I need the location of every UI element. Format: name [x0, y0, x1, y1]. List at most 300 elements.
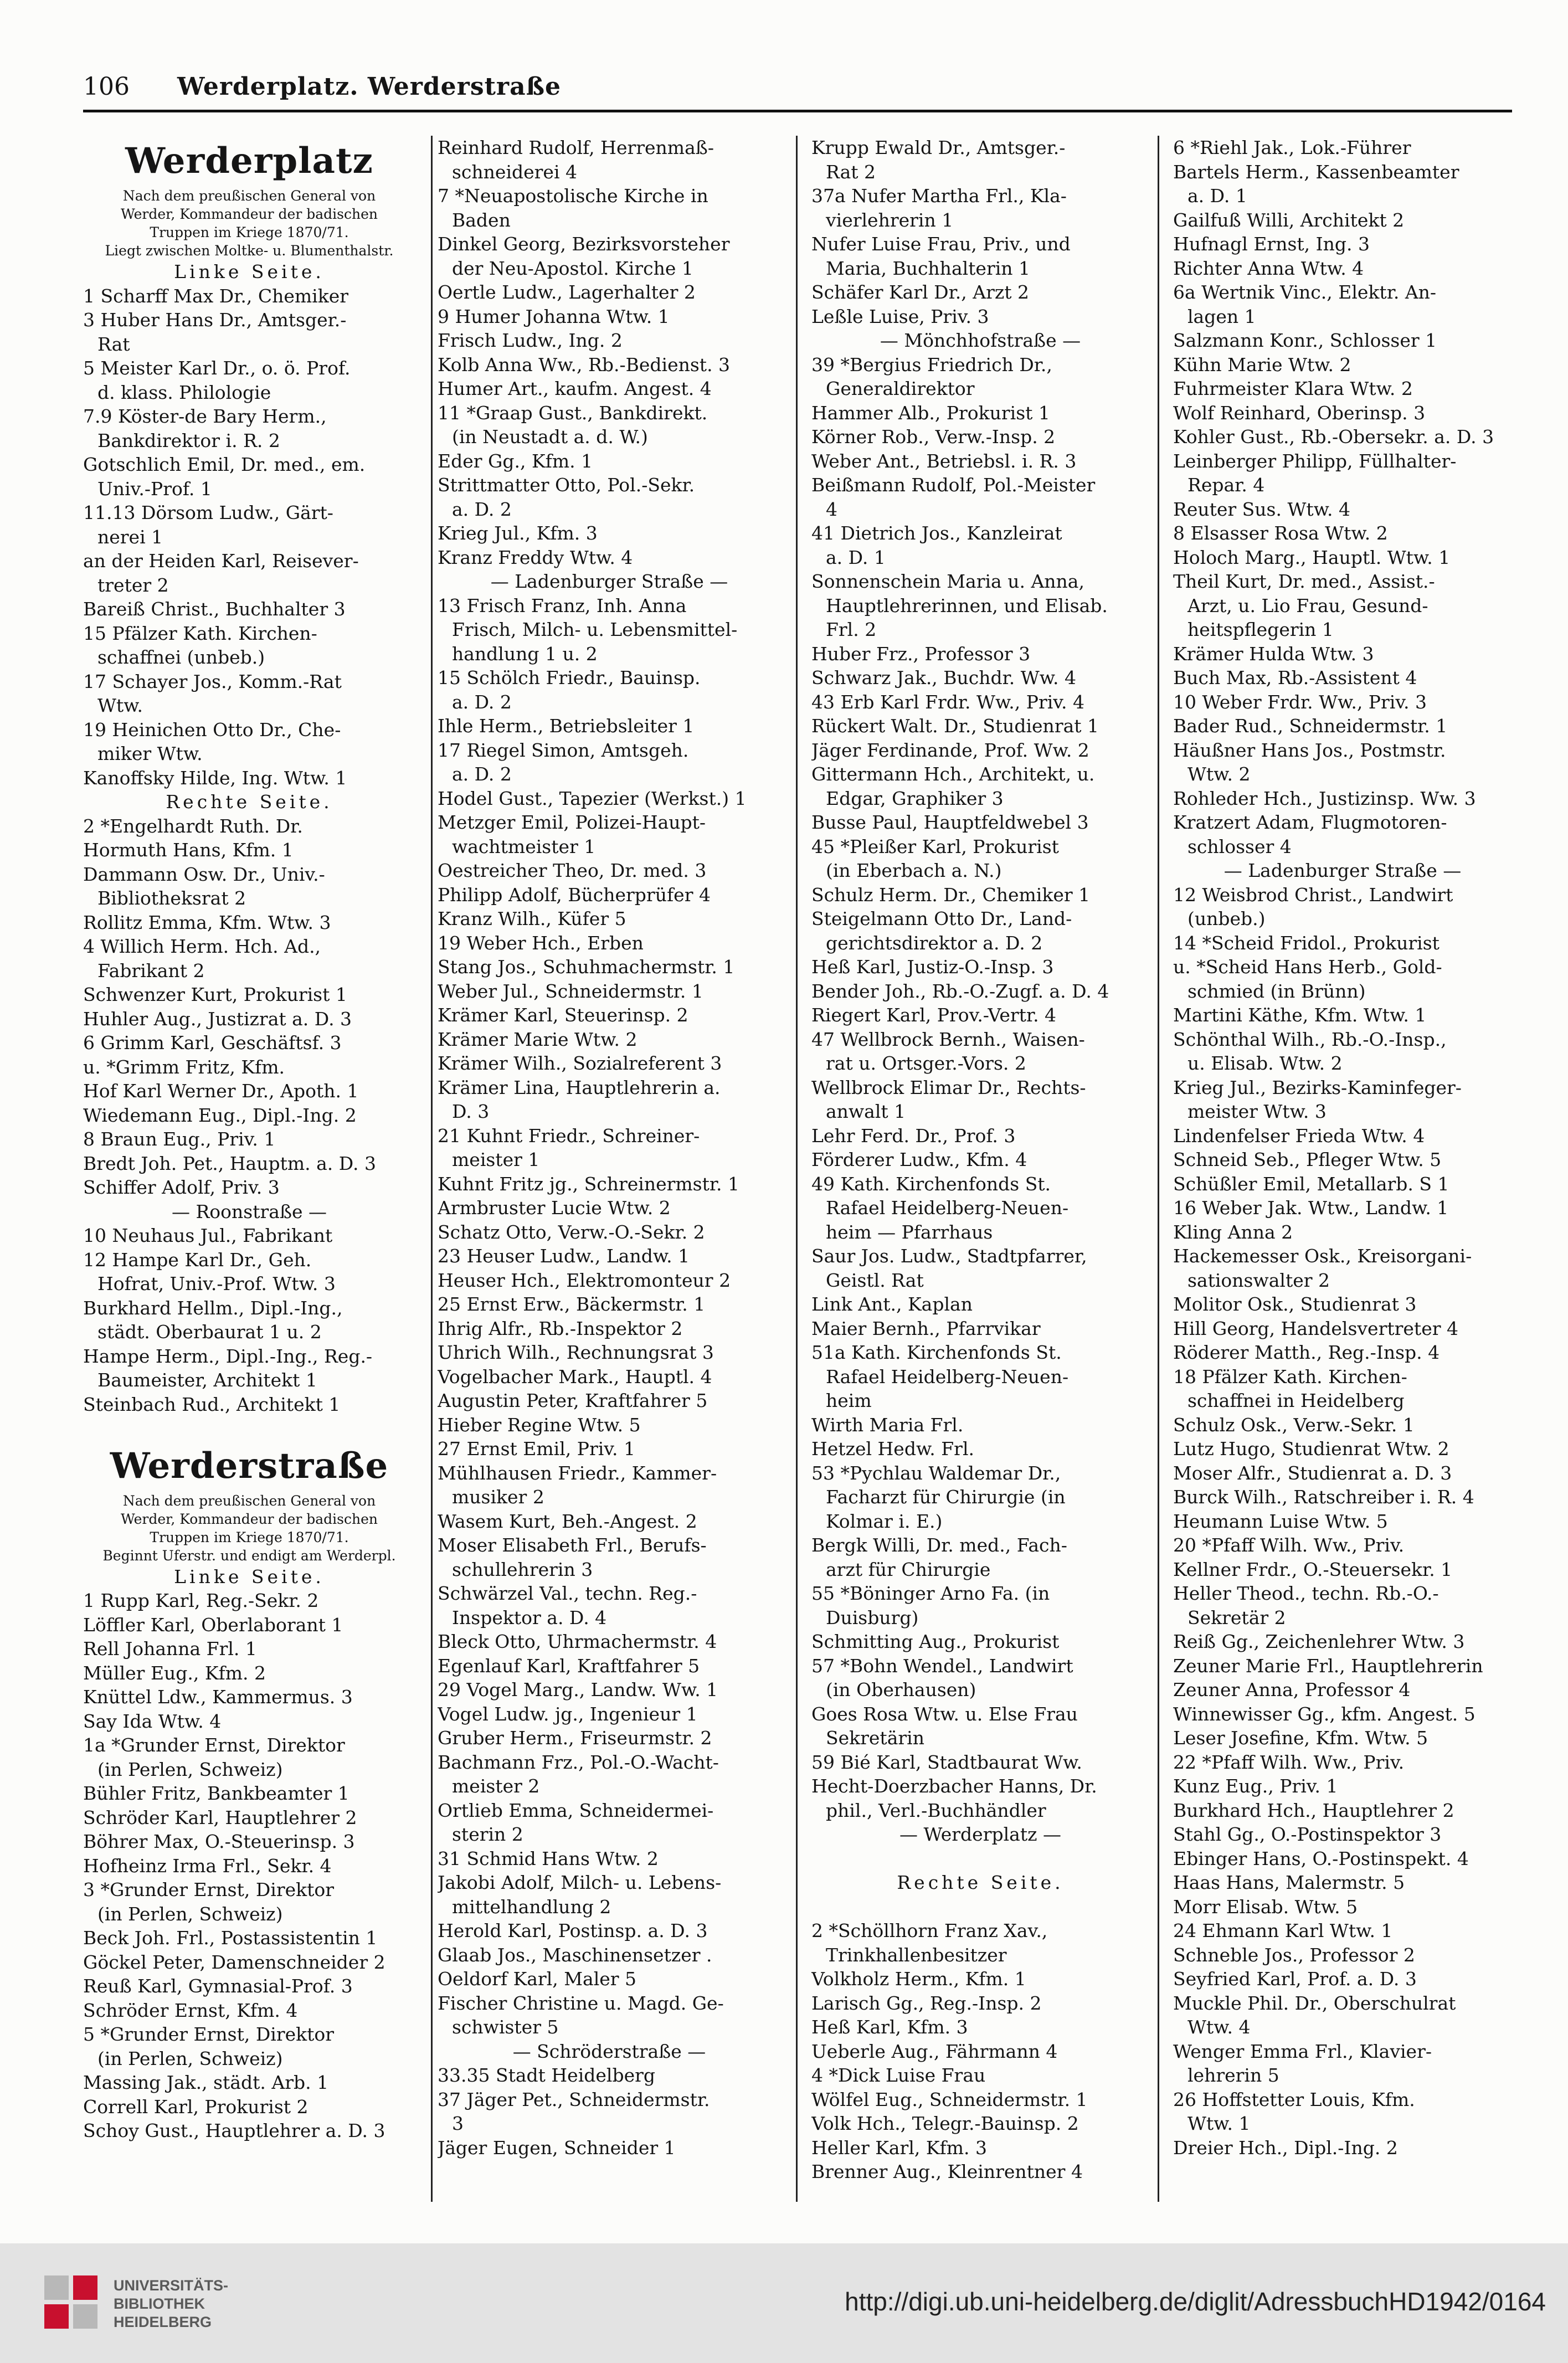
directory-entry-line: gerichtsdirektor a. D. 2 [826, 932, 1043, 954]
directory-entry-line: Schäfer Karl Dr., Arzt 2 [811, 281, 1029, 303]
directory-entry-line: Beißmann Rudolf, Pol.-Meister [811, 474, 1096, 496]
directory-entry-line: Sekretärin [826, 1727, 924, 1749]
directory-entry-line: Wirth Maria Frl. [811, 1414, 964, 1436]
directory-entry-line: phil., Verl.-Buchhändler [826, 1799, 1046, 1821]
directory-entry-line: Link Ant., Kaplan [811, 1293, 973, 1315]
directory-entry-line: 8 Braun Eug., Priv. 1 [83, 1128, 276, 1150]
directory-entry-line: Wasem Kurt, Beh.-Angest. 2 [438, 1510, 697, 1532]
directory-entry-line: heim — Pfarrhaus [826, 1221, 993, 1243]
directory-entry-line: Schulz Osk., Verw.-Sekr. 1 [1173, 1414, 1415, 1436]
column-divider-2 [796, 136, 798, 2202]
street-note: Werder, Kommandeur der badischen [120, 1511, 378, 1527]
directory-entry-line: Baden [452, 209, 511, 231]
directory-entry-line: Wiedemann Eug., Dipl.-Ing. 2 [83, 1104, 357, 1126]
directory-entry-line: Sonnenschein Maria u. Anna, [811, 571, 1084, 592]
directory-entry-line: 22 *Pfaff Wilh. Ww., Priv. [1173, 1751, 1405, 1773]
directory-entry-line: Volkholz Herm., Kfm. 1 [811, 1968, 1026, 1990]
directory-entry-line: u. *Grimm Fritz, Kfm. [83, 1056, 285, 1078]
column-2 [438, 136, 781, 2202]
directory-entry-line: 43 Erb Karl Frdr. Ww., Priv. 4 [811, 691, 1084, 713]
directory-entry-line: Bader Rud., Schneidermstr. 1 [1173, 715, 1448, 737]
directory-entry-line: rat u. Ortsger.-Vors. 2 [826, 1052, 1026, 1074]
section-label: Linke Seite. [174, 261, 325, 282]
directory-entry-line: 7 *Neuapostolische Kirche in [438, 185, 708, 207]
directory-entry-line: 21 Kuhnt Friedr., Schreiner- [438, 1124, 700, 1147]
directory-entry-line: 39 *Bergius Friedrich Dr., [811, 353, 1052, 376]
directory-entry-line: Riegert Karl, Prov.-Vertr. 4 [811, 1004, 1057, 1026]
directory-entry-line: 5 *Grunder Ernst, Direktor [83, 2023, 335, 2045]
directory-entry-line: schaffnei (unbeb.) [97, 646, 265, 668]
directory-entry-line: Leser Josefine, Kfm. Wtw. 5 [1173, 1727, 1428, 1749]
directory-entry-line: Zeuner Anna, Professor 4 [1173, 1679, 1411, 1701]
directory-entry-line: Reuter Sus. Wtw. 4 [1173, 498, 1350, 520]
street-note: Beginnt Uferstr. und endigt am Werderpl. [102, 1547, 396, 1564]
directory-entry-line: schaffnei in Heidelberg [1187, 1390, 1405, 1411]
directory-entry-line: (in Eberbach a. N.) [826, 860, 1002, 881]
directory-entry-line: 15 Schölch Friedr., Bauinsp. [438, 667, 701, 689]
directory-entry-line: 11.13 Dörsom Ludw., Gärt- [83, 502, 333, 523]
directory-entry-line: Fischer Christine u. Magd. Ge- [438, 1992, 724, 2014]
directory-entry-line: musiker 2 [452, 1486, 544, 1508]
directory-entry-line: Theil Kurt, Dr. med., Assist.- [1173, 571, 1435, 592]
directory-entry-line: Hodel Gust., Tapezier (Werkst.) 1 [438, 787, 747, 809]
directory-entry-line: Ebinger Hans, O.-Postinspekt. 4 [1173, 1847, 1469, 1869]
street-note: Werder, Kommandeur der badischen [120, 206, 378, 222]
directory-entry-line: Rell Johanna Frl. 1 [83, 1638, 257, 1660]
section-label: — Schröderstraße — [512, 2040, 706, 2062]
directory-entry-line: 45 *Pleißer Karl, Prokurist [811, 835, 1059, 857]
directory-entry-line: Wellbrock Elimar Dr., Rechts- [811, 1076, 1086, 1098]
directory-entry-line: Hofrat, Univ.-Prof. Wtw. 3 [97, 1273, 336, 1294]
directory-entry-line: Nufer Luise Frau, Priv., und [811, 233, 1071, 255]
directory-entry-line: Gailfuß Willi, Architekt 2 [1173, 209, 1405, 231]
directory-entry-line: 51a Kath. Kirchenfonds St. [811, 1342, 1062, 1363]
directory-entry-line: 24 Ehmann Karl Wtw. 1 [1173, 1920, 1393, 1941]
directory-entry-line: Egenlauf Karl, Kraftfahrer 5 [438, 1655, 700, 1677]
directory-entry-line: Reuß Karl, Gymnasial-Prof. 3 [83, 1975, 353, 1997]
page-number: 106 [83, 73, 130, 101]
directory-entry-line: Hetzel Hedw. Frl. [811, 1438, 974, 1460]
directory-entry-line: 1 Scharff Max Dr., Chemiker [83, 285, 349, 307]
directory-entry-line: Buch Max, Rb.-Assistent 4 [1173, 667, 1417, 689]
directory-entry-line: sterin 2 [452, 1823, 523, 1845]
directory-entry-line: Heuser Hch., Elektromonteur 2 [438, 1269, 731, 1291]
directory-entry-line: Oestreicher Theo, Dr. med. 3 [438, 860, 707, 881]
running-header [83, 68, 1512, 106]
directory-entry-line: schwister 5 [452, 2016, 559, 2038]
directory-entry-line: Bender Joh., Rb.-O.-Zugf. a. D. 4 [811, 980, 1109, 1002]
directory-entry-line: arzt für Chirurgie [826, 1558, 991, 1580]
directory-entry-line: Burkhard Hellm., Dipl.-Ing., [83, 1297, 343, 1319]
directory-entry-line: Körner Rob., Verw.-Insp. 2 [811, 426, 1056, 448]
directory-entry-line: Winnewisser Gg., kfm. Angest. 5 [1173, 1703, 1476, 1725]
directory-entry-line: 26 Hoffstetter Louis, Kfm. [1173, 2088, 1415, 2110]
directory-entry-line: Geistl. Rat [826, 1269, 924, 1291]
directory-entry-line: Muckle Phil. Dr., Oberschulrat [1173, 1992, 1456, 2014]
directory-entry-line: Sekretär 2 [1187, 1606, 1286, 1629]
directory-entry-line: Duisburg) [826, 1606, 919, 1629]
directory-entry-line: Hof Karl Werner Dr., Apoth. 1 [83, 1080, 359, 1102]
directory-entry-line: 18 Pfälzer Kath. Kirchen- [1173, 1365, 1407, 1388]
directory-entry-line: Metzger Emil, Polizei-Haupt- [438, 811, 706, 833]
directory-entry-line: Schwarz Jak., Buchdr. Ww. 4 [811, 667, 1077, 689]
directory-entry-line: Univ.-Prof. 1 [97, 477, 212, 500]
directory-entry-line: Bergk Willi, Dr. med., Fach- [811, 1534, 1067, 1556]
directory-entry-line: Wtw. [97, 695, 143, 716]
directory-entry-line: Busse Paul, Hauptfeldwebel 3 [811, 811, 1089, 833]
directory-entry-line: 1a *Grunder Ernst, Direktor [83, 1734, 345, 1756]
directory-entry-line: Lutz Hugo, Studienrat Wtw. 2 [1173, 1438, 1449, 1460]
directory-entry-line: Brenner Aug., Kleinrentner 4 [811, 2161, 1083, 2182]
directory-entry-line: Frisch Ludw., Ing. 2 [438, 330, 623, 351]
directory-entry-line: 19 Weber Hch., Erben [438, 932, 644, 954]
directory-entry-line: Schiffer Adolf, Priv. 3 [83, 1177, 280, 1198]
directory-entry-line: 10 Weber Frdr. Ww., Priv. 3 [1173, 691, 1427, 713]
directory-entry-line: (in Perlen, Schweiz) [97, 1758, 283, 1780]
directory-entry-line: Hill Georg, Handelsvertreter 4 [1173, 1317, 1458, 1339]
directory-entry-line: Huber Frz., Professor 3 [811, 643, 1031, 665]
directory-entry-line: vierlehrerin 1 [826, 209, 954, 231]
directory-entry-line: Heller Karl, Kfm. 3 [811, 2136, 987, 2159]
directory-entry-line: Huhler Aug., Justizrat a. D. 3 [83, 1008, 352, 1030]
directory-entry-line: 16 Weber Jak. Wtw., Landw. 1 [1173, 1197, 1449, 1219]
directory-entry-line: Kratzert Adam, Flugmotoren- [1173, 811, 1447, 833]
directory-entry-line: Burkhard Hch., Hauptlehrer 2 [1173, 1799, 1454, 1821]
directory-entry-line: Rollitz Emma, Kfm. Wtw. 3 [83, 911, 331, 933]
directory-entry-line: Zeuner Marie Frl., Hauptlehrerin [1173, 1655, 1483, 1677]
section-label: — Ladenburger Straße — [1223, 860, 1462, 881]
directory-entry-line: Larisch Gg., Reg.-Insp. 2 [811, 1992, 1042, 2014]
directory-entry-line: a. D. 2 [452, 498, 512, 520]
directory-entry-line: Jakobi Adolf, Milch- u. Lebens- [438, 1872, 722, 1893]
directory-entry-line: Kühn Marie Wtw. 2 [1173, 353, 1351, 376]
directory-entry-line: Jäger Ferdinande, Prof. Ww. 2 [811, 739, 1089, 761]
directory-entry-line: Stahl Gg., O.-Postinspektor 3 [1173, 1823, 1442, 1845]
section-label: Linke Seite. [174, 1565, 325, 1588]
directory-entry-line: Mühlhausen Friedr., Kammer- [438, 1462, 717, 1484]
directory-entry-line: 17 Riegel Simon, Amtsgeh. [438, 739, 689, 761]
directory-entry-line: 29 Vogel Marg., Landw. Ww. 1 [438, 1679, 718, 1701]
directory-entry-line: Schröder Karl, Hauptlehrer 2 [83, 1806, 357, 1828]
directory-entry-line: nerei 1 [97, 526, 163, 548]
directory-entry-line: meister Wtw. 3 [1187, 1101, 1327, 1122]
directory-entry-line: Hormuth Hans, Kfm. 1 [83, 839, 294, 861]
street-note: Nach dem preußischen General von [122, 188, 376, 204]
directory-entry-line: d. klass. Philologie [97, 381, 271, 403]
directory-entry-line: 17 Schayer Jos., Komm.-Rat [83, 670, 342, 692]
directory-entry-line: Say Ida Wtw. 4 [83, 1710, 222, 1732]
directory-entry-line: schneiderei 4 [452, 161, 578, 183]
directory-entry-line: Arzt, u. Lio Frau, Gesund- [1187, 594, 1428, 617]
directory-entry-line: Baumeister, Architekt 1 [97, 1369, 317, 1391]
directory-entry-line: Hauptlehrerinnen, und Elisab. [826, 594, 1108, 617]
directory-entry-line: Morr Elisab. Wtw. 5 [1173, 1895, 1358, 1918]
directory-entry-line: Eder Gg., Kfm. 1 [438, 450, 593, 472]
directory-entry-line: Steigelmann Otto Dr., Land- [811, 908, 1072, 929]
directory-entry-line: Wolf Reinhard, Oberinsp. 3 [1173, 402, 1426, 424]
directory-entry-line: heim [826, 1390, 872, 1411]
directory-entry-line: meister 2 [452, 1775, 540, 1797]
header-rule [83, 110, 1512, 112]
section-label: — Mönchhofstraße — [880, 330, 1081, 351]
directory-entry-line: Rohleder Hch., Justizinsp. Ww. 3 [1173, 787, 1476, 809]
directory-entry-line: Inspektor a. D. 4 [452, 1606, 607, 1629]
institution-line: BIBLIOTHEK [114, 2295, 205, 2312]
directory-entry-line: Wtw. 4 [1187, 2016, 1251, 2038]
directory-entry-line: 37 Jäger Pet., Schneidermstr. [438, 2088, 710, 2110]
directory-entry-line: Leßle Luise, Priv. 3 [811, 305, 989, 327]
directory-entry-line: Wölfel Eug., Schneidermstr. 1 [811, 2088, 1088, 2110]
directory-entry-line: u. Elisab. Wtw. 2 [1187, 1052, 1343, 1074]
directory-entry-line: Generaldirektor [826, 378, 975, 399]
directory-entry-line: Steinbach Rud., Architekt 1 [83, 1393, 341, 1415]
directory-entry-line: Bartels Herm., Kassenbeamter [1173, 161, 1459, 183]
directory-entry-line: Holoch Marg., Hauptl. Wtw. 1 [1173, 546, 1451, 568]
column-divider-3 [1158, 136, 1159, 2202]
directory-entry-line: 3 Huber Hans Dr., Amtsger.- [83, 309, 347, 331]
directory-entry-line: Bareiß Christ., Buchhalter 3 [83, 598, 346, 620]
directory-entry-line: 6 *Riehl Jak., Lok.-Führer [1173, 137, 1411, 158]
directory-entry-line: Fabrikant 2 [97, 959, 205, 982]
directory-entry-line: 25 Ernst Erw., Bäckermstr. 1 [438, 1293, 706, 1315]
directory-entry-line: Ortlieb Emma, Schneidermei- [438, 1799, 714, 1821]
directory-entry-line: Hampe Herm., Dipl.-Ing., Reg.- [83, 1345, 373, 1367]
directory-entry-line: a. D. 1 [1187, 185, 1247, 207]
directory-entry-line: (in Perlen, Schweiz) [97, 1903, 283, 1925]
directory-entry-line: 4 Willich Herm. Hch. Ad., [83, 936, 321, 957]
directory-entry-line: a. D. 2 [452, 691, 512, 713]
directory-entry-line: Beck Joh. Frl., Postassistentin 1 [83, 1927, 378, 1949]
directory-entry-line: Edgar, Graphiker 3 [826, 787, 1004, 809]
directory-entry-line: Vogelbacher Mark., Hauptl. 4 [438, 1365, 712, 1388]
section-label: — Roonstraße — [171, 1200, 327, 1222]
directory-entry-line: anwalt 1 [826, 1101, 906, 1122]
directory-entry-line: 23 Heuser Ludw., Landw. 1 [438, 1245, 690, 1267]
directory-entry-line: Armbruster Lucie Wtw. 2 [438, 1197, 671, 1219]
directory-entry-line: 4 [826, 498, 837, 520]
directory-entry-line: Hecht-Doerzbacher Hanns, Dr. [811, 1775, 1097, 1797]
institution-line: UNIVERSITÄTS- [114, 2277, 229, 2294]
directory-entry-line: Krieg Jul., Kfm. 3 [438, 522, 598, 544]
directory-entry-line: Krupp Ewald Dr., Amtsger.- [811, 137, 1066, 158]
column-1 [83, 136, 415, 2202]
directory-entry-line: Krämer Karl, Steuerinsp. 2 [438, 1004, 688, 1026]
column-4 [1173, 136, 1512, 2202]
directory-entry-line: 4 *Dick Luise Frau [811, 2064, 986, 2086]
directory-entry-line: Kanoffsky Hilde, Ing. Wtw. 1 [83, 767, 347, 789]
directory-entry-line: Bühler Fritz, Bankbeamter 1 [83, 1782, 349, 1804]
street-note: Liegt zwischen Moltke- u. Blumenthalstr. [105, 243, 394, 259]
directory-entry-line: Hofheinz Irma Frl., Sekr. 4 [83, 1855, 332, 1877]
directory-entry-line: Salzmann Konr., Schlosser 1 [1173, 330, 1437, 351]
directory-entry-line: Uhrich Wilh., Rechnungsrat 3 [438, 1342, 714, 1363]
directory-entry-line [83, 1416, 415, 1441]
directory-entry-line: Dreier Hch., Dipl.-Ing. 2 [1173, 2136, 1398, 2159]
directory-entry-line: Herold Karl, Postinsp. a. D. 3 [438, 1920, 708, 1941]
directory-entry-line: Ihrig Alfr., Rb.-Inspektor 2 [438, 1317, 683, 1339]
directory-entry-line: 2 *Schöllhorn Franz Xav., [811, 1920, 1048, 1941]
directory-entry-line: Dammann Osw. Dr., Univ.- [83, 863, 325, 885]
street-note: Truppen im Kriege 1870/71. [150, 224, 349, 240]
directory-entry-line: städt. Oberbaurat 1 u. 2 [97, 1321, 322, 1343]
directory-entry-line: handlung 1 u. 2 [452, 643, 598, 665]
directory-entry-line: Schmitting Aug., Prokurist [811, 1631, 1060, 1652]
directory-entry-line: Vogel Ludw. jg., Ingenieur 1 [438, 1703, 698, 1725]
directory-entry-line: Ihle Herm., Betriebsleiter 1 [438, 715, 695, 737]
directory-entry-line: Krämer Hulda Wtw. 3 [1173, 643, 1374, 665]
column-divider-1 [431, 136, 433, 2202]
directory-entry-line: treter 2 [97, 574, 169, 596]
directory-entry-line: Göckel Peter, Damenschneider 2 [83, 1951, 385, 1973]
directory-entry-line: Schneid Seb., Pfleger Wtw. 5 [1173, 1149, 1442, 1170]
directory-entry-line: Frl. 2 [826, 619, 877, 640]
directory-entry-line: (in Neustadt a. d. W.) [452, 426, 648, 448]
directory-entry-line: Knüttel Ldw., Kammermus. 3 [83, 1686, 353, 1708]
directory-entry-line: Ueberle Aug., Fährmann 4 [811, 2040, 1058, 2062]
directory-entry-line: Schwenzer Kurt, Prokurist 1 [83, 984, 347, 1005]
directory-entry-line: Häußner Hans Jos., Postmstr. [1173, 739, 1446, 761]
directory-entry-line: (in Oberhausen) [826, 1679, 976, 1701]
directory-entry-line: 15 Pfälzer Kath. Kirchen- [83, 622, 317, 644]
directory-entry-line: Kolmar i. E.) [826, 1510, 943, 1532]
institution-name [114, 2277, 335, 2331]
directory-entry-line: Hackemesser Osk., Kreisorgani- [1173, 1245, 1472, 1267]
directory-entry-line: Müller Eug., Kfm. 2 [83, 1662, 266, 1684]
directory-entry-line: schullehrerin 3 [452, 1558, 593, 1580]
directory-entry-line: Weber Ant., Betriebsl. i. R. 3 [811, 450, 1077, 472]
directory-entry-line: mittelhandlung 2 [452, 1895, 611, 1918]
directory-entry-line: Kuhnt Fritz jg., Schreinermstr. 1 [438, 1173, 739, 1195]
directory-entry-line: 1 Rupp Karl, Reg.-Sekr. 2 [83, 1590, 319, 1611]
directory-entry-line: 53 *Pychlau Waldemar Dr., [811, 1462, 1061, 1484]
directory-entry-line: Augustin Peter, Kraftfahrer 5 [438, 1390, 708, 1411]
directory-entry-line: Martini Käthe, Kfm. Wtw. 1 [1173, 1004, 1427, 1026]
directory-entry-line: Rat 2 [826, 161, 876, 183]
column-3 [811, 136, 1149, 2202]
directory-entry-line: (in Perlen, Schweiz) [97, 2047, 283, 2069]
directory-entry-line: 7.9 Köster-de Bary Herm., [83, 405, 327, 427]
directory-entry-line: Burck Wilh., Ratschreiber i. R. 4 [1173, 1486, 1474, 1508]
directory-entry-line: Bleck Otto, Uhrmachermstr. 4 [438, 1631, 717, 1652]
source-url[interactable]: http://digi.ub.uni-heidelberg.de/diglit/AdressbuchHD1942/0164 [845, 2287, 1546, 2316]
directory-entry-line: 55 *Böninger Arno Fa. (in [811, 1583, 1050, 1604]
directory-entry-line: Kunz Eug., Priv. 1 [1173, 1775, 1338, 1797]
directory-entry-line: wachtmeister 1 [452, 835, 596, 857]
directory-entry-line: Reinhard Rudolf, Herrenmaß- [438, 137, 714, 158]
directory-entry-line: Jäger Eugen, Schneider 1 [438, 2136, 676, 2159]
directory-entry-line: Krämer Wilh., Sozialreferent 3 [438, 1052, 722, 1074]
directory-entry-line: lehrerin 5 [1187, 2064, 1279, 2086]
directory-entry-line: Richter Anna Wtw. 4 [1173, 257, 1364, 279]
directory-entry-line: 11 *Graap Gust., Bankdirekt. [438, 402, 708, 424]
directory-entry-line: Bachmann Frz., Pol.-O.-Wacht- [438, 1751, 719, 1773]
directory-entry-line: Bredt Joh. Pet., Hauptm. a. D. 3 [83, 1152, 377, 1174]
directory-entry-line: 10 Neuhaus Jul., Fabrikant [83, 1225, 333, 1246]
directory-entry-line [811, 1847, 1149, 1871]
street-heading: Werderplatz [125, 140, 373, 182]
directory-entry-line: Schatz Otto, Verw.-O.-Sekr. 2 [438, 1221, 705, 1243]
directory-entry-line: Trinkhallenbesitzer [826, 1944, 1007, 1966]
directory-entry-line: Schoy Gust., Hauptlehrer a. D. 3 [83, 2120, 385, 2141]
directory-entry-line: 12 Hampe Karl Dr., Geh. [83, 1249, 312, 1271]
directory-entry-line: Förderer Ludw., Kfm. 4 [811, 1149, 1027, 1170]
institution-line: HEIDELBERG [114, 2314, 212, 2330]
directory-entry-line: Gittermann Hch., Architekt, u. [811, 763, 1095, 785]
directory-entry-line: Schwärzel Val., techn. Reg.- [438, 1583, 697, 1604]
directory-entry-line: Goes Rosa Wtw. u. Else Frau [811, 1703, 1078, 1725]
directory-entry-line: 41 Dietrich Jos., Kanzleirat [811, 522, 1062, 544]
directory-entry-line: Saur Jos. Ludw., Stadtpfarrer, [811, 1245, 1087, 1267]
directory-entry-line: 59 Bié Karl, Stadtbaurat Ww. [811, 1751, 1082, 1773]
directory-entry-line: Wenger Emma Frl., Klavier- [1173, 2040, 1432, 2062]
directory-entry-line: 12 Weisbrod Christ., Landwirt [1173, 883, 1453, 906]
directory-entry-line: 49 Kath. Kirchenfonds St. [811, 1173, 1051, 1195]
directory-entry-line: Böhrer Max, O.-Steuerinsp. 3 [83, 1831, 355, 1852]
street-note: Nach dem preußischen General von [122, 1492, 376, 1509]
section-label: Rechte Seite. [897, 1872, 1064, 1893]
directory-entry-line: Moser Alfr., Studienrat a. D. 3 [1173, 1462, 1452, 1484]
directory-entry-line: Correll Karl, Prokurist 2 [83, 2095, 309, 2118]
directory-entry-line: Rückert Walt. Dr., Studienrat 1 [811, 715, 1099, 737]
directory-entry-line: Haas Hans, Malermstr. 5 [1173, 1872, 1405, 1893]
directory-entry-line: meister 1 [452, 1149, 540, 1170]
directory-entry-line: Dinkel Georg, Bezirksvorsteher [438, 233, 730, 255]
street-heading: Werderstraße [110, 1445, 389, 1487]
directory-entry-line: Schröder Ernst, Kfm. 4 [83, 1999, 298, 2021]
directory-entry-line: Krämer Marie Wtw. 2 [438, 1028, 638, 1050]
directory-entry-line: Strittmatter Otto, Pol.-Sekr. [438, 474, 695, 496]
directory-entry-line: 5 Meister Karl Dr., o. ö. Prof. [83, 357, 351, 379]
directory-entry-line: (unbeb.) [1187, 908, 1266, 929]
directory-entry-line: Stang Jos., Schuhmachermstr. 1 [438, 956, 735, 978]
street-note: Truppen im Kriege 1870/71. [150, 1529, 349, 1545]
directory-entry-line: Wtw. 1 [1187, 2113, 1251, 2134]
directory-entry-line: Gruber Herm., Friseurmstr. 2 [438, 1727, 712, 1749]
directory-entry-line: 6 Grimm Karl, Geschäftsf. 3 [83, 1032, 342, 1054]
section-label: — Werderplatz — [899, 1823, 1061, 1845]
directory-entry-line: Frisch, Milch- u. Lebensmittel- [452, 619, 738, 640]
directory-entry-line: Hieber Regine Wtw. 5 [438, 1414, 641, 1436]
directory-entry-line: Löffler Karl, Oberlaborant 1 [83, 1614, 343, 1636]
university-logo-icon [39, 2270, 105, 2336]
directory-entry-line: Seyfried Karl, Prof. a. D. 3 [1173, 1968, 1417, 1990]
directory-entry-line: Kellner Frdr., O.-Steuersekr. 1 [1173, 1558, 1453, 1580]
directory-entry-line: Kohler Gust., Rb.-Obersekr. a. D. 3 [1173, 426, 1494, 448]
directory-entry-line: Heller Theod., techn. Rb.-O.- [1173, 1583, 1439, 1604]
directory-entry-line: Weber Jul., Schneidermstr. 1 [438, 980, 703, 1002]
directory-entry-line: Maier Bernh., Pfarrvikar [811, 1317, 1041, 1339]
directory-entry-line: 8 Elsasser Rosa Wtw. 2 [1173, 522, 1388, 544]
directory-entry-line: Heumann Luise Wtw. 5 [1173, 1510, 1388, 1532]
directory-entry-line [811, 1895, 1149, 1919]
directory-entry-line: Leinberger Philipp, Füllhalter- [1173, 450, 1457, 472]
directory-entry-line: 6a Wertnik Vinc., Elektr. An- [1173, 281, 1437, 303]
directory-entry-line: 20 *Pfaff Wilh. Ww., Priv. [1173, 1534, 1405, 1556]
section-label: — Ladenburger Straße — [490, 571, 728, 592]
directory-entry-line: schmied (in Brünn) [1187, 980, 1366, 1002]
directory-entry-line: Bankdirektor i. R. 2 [97, 429, 280, 451]
directory-entry-line: lagen 1 [1187, 305, 1256, 327]
directory-entry-line: Kranz Wilh., Küfer 5 [438, 908, 626, 929]
directory-entry-line: Schneble Jos., Professor 2 [1173, 1944, 1415, 1966]
directory-entry-line: 2 *Engelhardt Ruth. Dr. [83, 815, 303, 837]
directory-entry-line: 14 *Scheid Fridol., Prokurist [1173, 932, 1440, 954]
directory-entry-line: Hufnagl Ernst, Ing. 3 [1173, 233, 1370, 255]
directory-entry-line: Rat [97, 333, 130, 355]
directory-entry-line: Oeldorf Karl, Maler 5 [438, 1968, 637, 1990]
directory-entry-line: Repar. 4 [1187, 474, 1265, 496]
directory-entry-line: Bibliotheksrat 2 [97, 887, 246, 909]
